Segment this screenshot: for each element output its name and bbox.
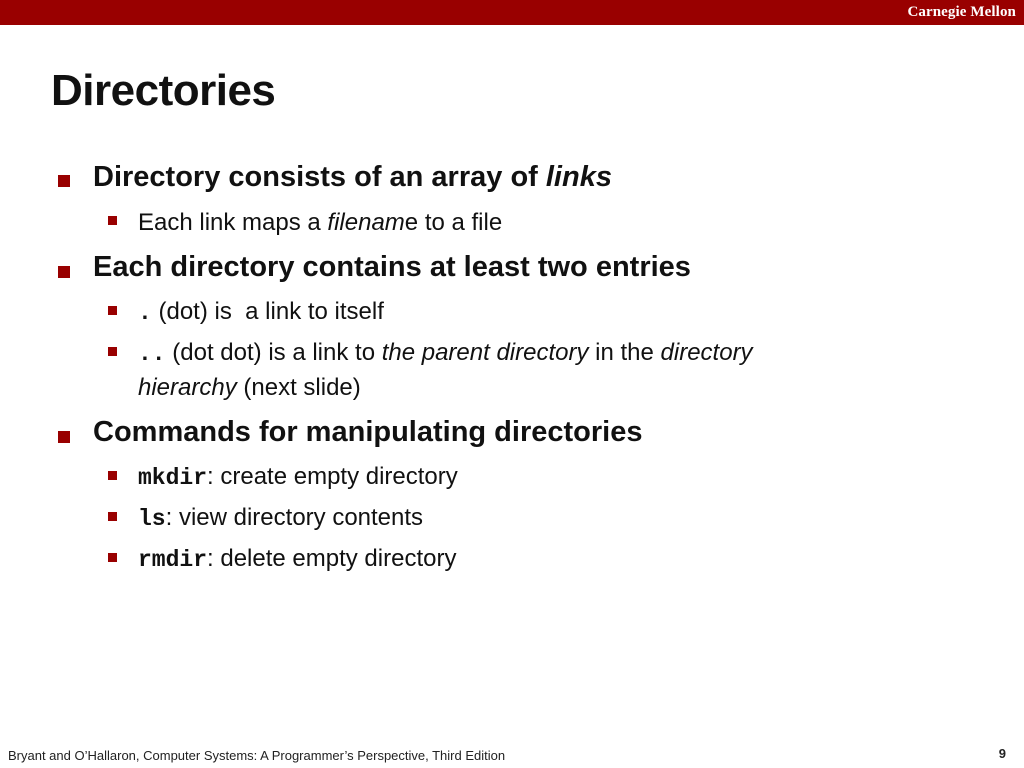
- bullet-3-sub-2: [138, 504, 423, 532]
- sub-text-after: e to a file: [404, 209, 503, 236]
- sub-text: : create empty directory: [207, 463, 458, 490]
- sub-text: (dot) is a link to itself: [151, 298, 384, 325]
- header-bar: [0, 0, 1024, 25]
- square-bullet-icon: [58, 175, 70, 187]
- sub-italic: directory: [660, 339, 753, 366]
- page-number: 9: [998, 746, 1006, 761]
- sub-italic: the parent directory: [381, 339, 589, 366]
- small-square-bullet-icon: [108, 347, 117, 356]
- sub-italic: hierarchy: [138, 374, 237, 401]
- bullet-3-sub-1: [138, 463, 458, 491]
- square-bullet-icon: [58, 431, 70, 443]
- small-square-bullet-icon: [108, 553, 117, 562]
- code-dot: .: [138, 300, 152, 326]
- sub-text: in the: [588, 339, 661, 366]
- small-square-bullet-icon: [108, 306, 117, 315]
- footer-citation: Bryant and O’Hallaron, Computer Systems: A Programmer’s Perspective, Third Edition: [8, 748, 506, 763]
- bullet-2-sub-2: [138, 339, 753, 367]
- sub-text: (next slide): [236, 374, 361, 401]
- code-dotdot: ..: [138, 341, 166, 367]
- bullet-1-text: Directory consists of an array of: [93, 161, 546, 193]
- sub-italic: filenam: [327, 209, 405, 236]
- bullet-1-italic: links: [545, 161, 612, 193]
- bullet-2-sub-2-line-2: [138, 374, 361, 402]
- bullet-2: Each directory contains at least two entries: [93, 251, 691, 283]
- bullet-3-sub-3: [138, 545, 456, 573]
- code-mkdir: mkdir: [138, 465, 208, 491]
- bullet-1-sub-1: [138, 209, 502, 237]
- small-square-bullet-icon: [108, 512, 117, 521]
- bullet-1: [93, 161, 612, 194]
- small-square-bullet-icon: [108, 216, 117, 225]
- sub-text: : delete empty directory: [207, 545, 457, 572]
- brand-logo-text: Carnegie Mellon: [907, 4, 1016, 20]
- code-rmdir: rmdir: [138, 547, 208, 573]
- sub-text: Each link maps a: [138, 209, 328, 236]
- sub-text: (dot dot) is a link to: [165, 339, 382, 366]
- sub-text: : view directory contents: [165, 504, 424, 531]
- slide-title: Directories: [51, 66, 276, 115]
- bullet-3: Commands for manipulating directories: [93, 416, 643, 448]
- small-square-bullet-icon: [108, 471, 117, 480]
- code-ls: ls: [138, 506, 166, 532]
- square-bullet-icon: [58, 266, 70, 278]
- bullet-2-sub-1: [138, 298, 384, 326]
